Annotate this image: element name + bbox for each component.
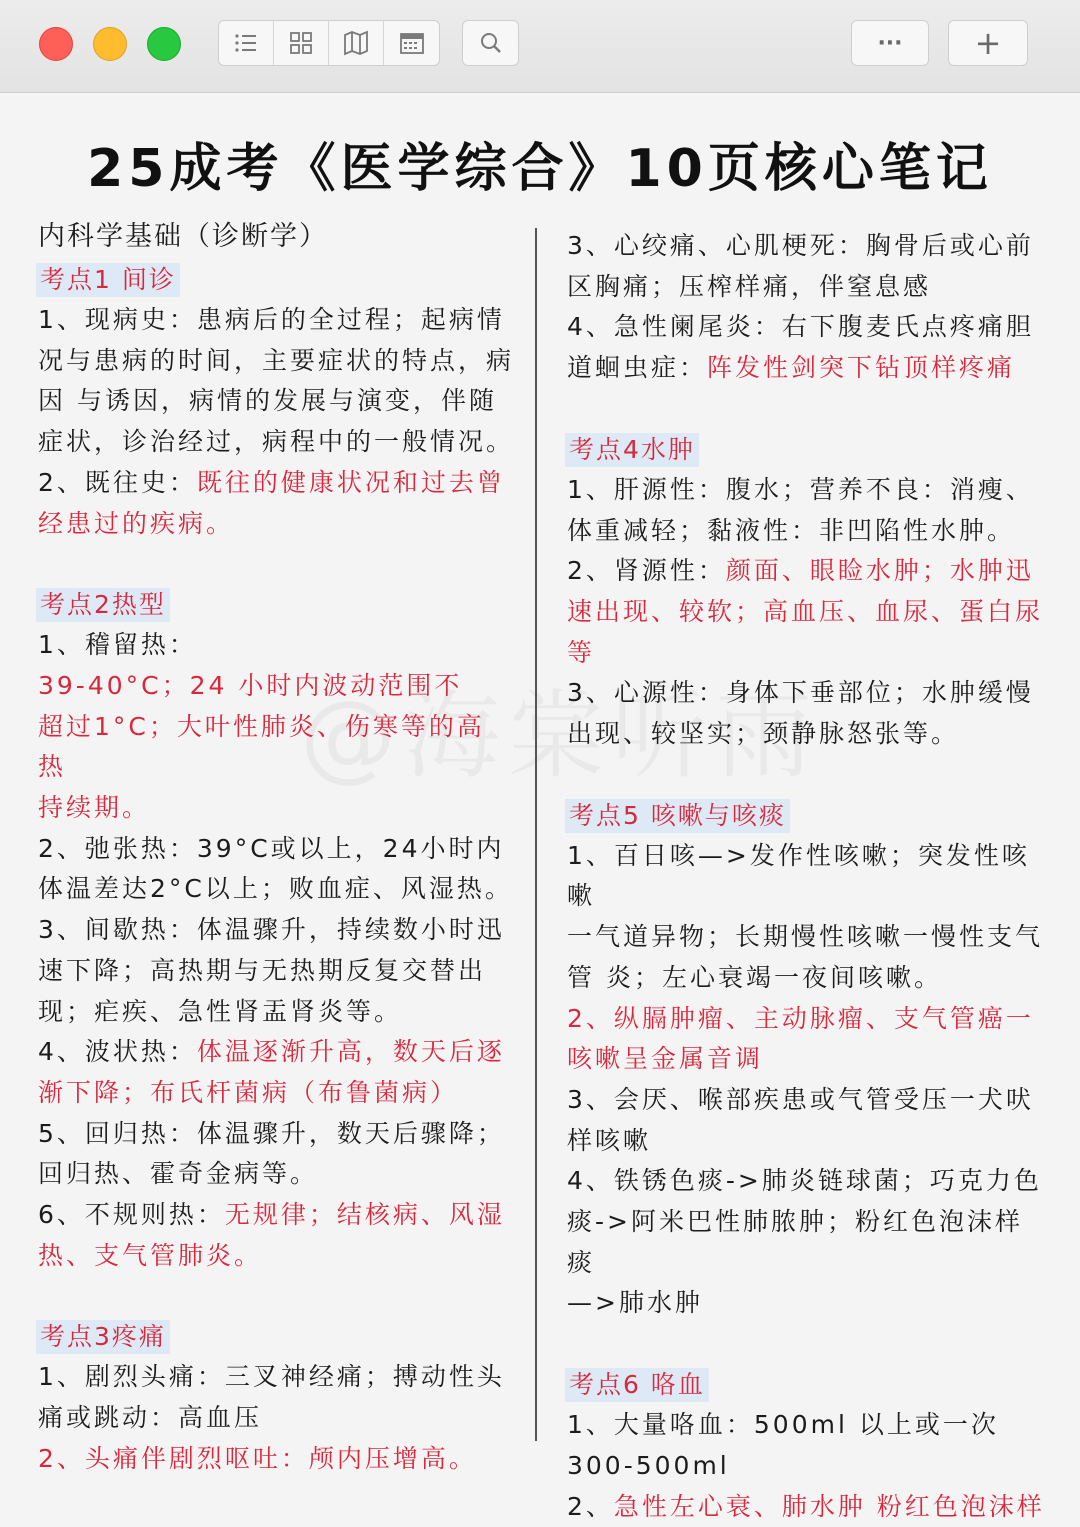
add-group [948, 20, 1028, 66]
highlight-text: 热、支气管肺炎。 [38, 1240, 263, 1270]
note-text: 1、剧烈头痛：三叉神经痛；搏动性头 [38, 1362, 505, 1392]
more-button[interactable]: ··· [877, 30, 903, 56]
note-line [567, 633, 1047, 674]
note-text: 4、波状热： [38, 1037, 197, 1067]
note-line [38, 463, 522, 504]
calendar-view-button[interactable] [384, 21, 439, 65]
note-line [567, 551, 1047, 592]
search-icon [478, 30, 504, 56]
highlight-text: 经患过的疾病。 [38, 508, 235, 538]
note-text: 体重减轻；黏液性：非凹陷性水肿。 [567, 515, 1016, 545]
note-text: 6、不规则热： [38, 1200, 225, 1230]
highlight-text: 咳嗽呈金属音调 [567, 1044, 764, 1074]
list-view-button[interactable] [219, 21, 274, 65]
highlight-text: 体温逐渐升高，数天后逐 [196, 1037, 505, 1067]
note-section [567, 795, 1047, 1324]
highlight-text: 速出现、较软；高血压、血尿、蛋白尿 [567, 596, 1044, 626]
note-line [567, 307, 1047, 348]
note-text: 一气道异物；长期慢性咳嗽一慢性支气 [567, 922, 1044, 952]
note-line [38, 707, 522, 788]
view-switcher [218, 20, 440, 66]
note-text: 现；疟疾、急性肾盂肾炎等。 [38, 996, 403, 1026]
grid-icon [288, 30, 314, 56]
note-line [567, 1446, 1047, 1487]
note-line [38, 869, 522, 910]
note-line [38, 381, 522, 422]
note-line [38, 951, 522, 992]
note-text: 1、现病史：患病后的全过程；起病情 [38, 305, 505, 334]
note-section [38, 584, 522, 1276]
note-line [567, 999, 1047, 1040]
note-text: 1、大量咯血：500ml 以上或一次 [567, 1410, 999, 1440]
note-line [567, 511, 1047, 552]
highlight-text: 颜面、眼睑水肿；水肿迅 [725, 556, 1034, 586]
column-divider [535, 228, 537, 1441]
highlight-text: 超过1°C；大叶性肺炎、伤寒等的高 热 [38, 711, 485, 782]
note-line [38, 341, 522, 382]
note-line [567, 917, 1047, 958]
note-line [38, 1357, 522, 1398]
note-line [38, 1154, 522, 1195]
note-section [567, 226, 1047, 389]
calendar-icon [399, 30, 425, 56]
note-text: 3、心绞痛、心肌梗死：胸骨后或心前 [567, 231, 1034, 260]
note-line [38, 422, 522, 463]
note-text: 300-500ml [567, 1450, 730, 1480]
note-line [38, 504, 522, 545]
note-text: 4、铁锈色痰->肺炎链球菌；巧克力色 [567, 1166, 1042, 1196]
note-line [567, 1080, 1047, 1121]
key-point-tag: 考点4水肿 [565, 433, 699, 467]
note-line [567, 348, 1047, 389]
note-line [567, 592, 1047, 633]
note-line [38, 300, 522, 341]
note-text: 2、弛张热：39°C或以上，24小时内 [38, 833, 505, 863]
note-line [38, 1398, 522, 1439]
close-window-button[interactable] [39, 27, 73, 61]
note-text: 回归热、霍奇金病等。 [38, 1159, 319, 1189]
note-line [38, 1195, 522, 1236]
note-text: 管 炎；左心衰竭一夜间咳嗽。 [567, 962, 942, 992]
note-line [38, 1073, 522, 1114]
grid-view-button[interactable] [274, 21, 329, 65]
map-view-button[interactable] [329, 21, 384, 65]
note-line [38, 625, 522, 666]
section-heading: 内科学基础（诊断学） [38, 221, 328, 252]
highlight-text: 持续期。 [38, 793, 151, 823]
note-text: 2、肾源性： [567, 556, 726, 586]
note-text: 道蛔虫症： [567, 353, 708, 383]
key-point-tag: 考点5 咳嗽与咳痰 [565, 799, 790, 833]
highlight-text: 无规律；结核病、风湿 [224, 1200, 505, 1230]
note-text: 出现、较坚实；颈静脉怒张等。 [567, 719, 960, 749]
highlight-text: 等 [567, 637, 596, 667]
note-line [567, 1039, 1047, 1080]
note-section [38, 1316, 522, 1479]
note-line [567, 1405, 1047, 1446]
note-line [567, 958, 1047, 999]
right-column [567, 226, 1047, 1527]
note-text: 痰->阿米巴性肺脓肿；粉红色泡沫样痰 [567, 1207, 1023, 1277]
note-line [567, 267, 1047, 308]
note-text: 速下降；高热期与无热期反复交替出 [38, 955, 487, 985]
note-section [567, 429, 1047, 755]
note-line [567, 226, 1047, 267]
note-line [567, 1202, 1047, 1283]
note-text: 体温差达2°C以上；败血症、风湿热。 [38, 874, 513, 904]
note-text: 1、肝源性：腹水；营养不良：消瘦、 [567, 474, 1034, 504]
note-line [567, 673, 1047, 714]
note-section [567, 1364, 1047, 1527]
note-text: 5、回归热：体温骤升，数天后骤降； [38, 1118, 505, 1148]
note-line [38, 910, 522, 951]
key-point-tag: 考点1 间诊 [36, 263, 180, 297]
note-line [567, 1283, 1047, 1324]
note-line [38, 1032, 522, 1073]
minimize-window-button[interactable] [93, 27, 127, 61]
note-text: 3、间歇热：体温骤升，持续数小时迅 [38, 915, 505, 945]
note-text: 样咳嗽 [567, 1125, 652, 1155]
note-line [38, 1439, 522, 1480]
add-button[interactable]: + [974, 24, 1002, 62]
window-toolbar [0, 0, 1080, 93]
note-text: 1、稽留热： [38, 630, 197, 660]
note-text: —>肺水肿 [567, 1288, 703, 1318]
note-text: 3、会厌、喉部疾患或气管受压一犬吠 [567, 1084, 1034, 1114]
note-section [38, 259, 522, 544]
note-line [567, 836, 1047, 917]
note-text: 痛或跳动：高血压 [38, 1403, 263, 1433]
note-text: 症状，诊治经过，病程中的一般情况。 [38, 427, 515, 457]
note-line [567, 470, 1047, 511]
key-point-tag: 考点2热型 [36, 588, 170, 622]
note-line [567, 714, 1047, 755]
key-point-tag: 考点3疼痛 [36, 1320, 170, 1354]
note-text: 3、心源性：身体下垂部位；水肿缓慢 [567, 678, 1034, 708]
note-line [567, 1487, 1047, 1527]
note-text: 2、 [567, 1491, 614, 1521]
note-text: 因 与诱因，病情的发展与演变，伴随 [38, 386, 497, 416]
search-button[interactable] [463, 21, 518, 65]
note-line [38, 1114, 522, 1155]
note-line [38, 829, 522, 870]
map-icon [343, 30, 369, 56]
note-text: 2、既往史： [38, 467, 197, 497]
highlight-text: 39-40°C；24 小时内波动范围不 [38, 670, 463, 700]
note-text: 区胸痛；压榨样痛，伴窒息感 [567, 271, 932, 301]
highlight-text: 2、头痛伴剧烈呕吐：颅内压增高。 [38, 1443, 477, 1473]
note-line [38, 666, 522, 707]
note-line [38, 992, 522, 1033]
note-line [38, 1236, 522, 1277]
highlight-text: 既往的健康状况和过去曾 [196, 467, 505, 497]
highlight-text: 阵发性剑突下钻顶样疼痛 [707, 353, 1016, 383]
note-line [38, 788, 522, 829]
highlight-text: 2、纵膈肿瘤、主动脉瘤、支气管癌一 [567, 1003, 1034, 1033]
page-title: 25成考《医学综合》10页核心笔记 [87, 139, 993, 199]
list-icon [233, 30, 259, 56]
note-text: 况与患病的时间，主要症状的特点，病 [38, 345, 515, 375]
note-text: 1、百日咳—>发作性咳嗽；突发性咳嗽 [567, 840, 1030, 911]
left-column [38, 215, 522, 1480]
highlight-text: 急性左心衰、肺水肿 粉红色泡沫样 [613, 1491, 1045, 1521]
note-line [567, 1121, 1047, 1162]
key-point-tag: 考点6 咯血 [565, 1368, 709, 1402]
zoom-window-button[interactable] [147, 27, 181, 61]
note-line [567, 1161, 1047, 1202]
more-group [851, 20, 929, 66]
highlight-text: 渐下降；布氏杆菌病（布鲁菌病） [38, 1077, 459, 1107]
search-group [462, 20, 519, 66]
note-text: 4、急性阑尾炎：右下腹麦氏点疼痛胆 [567, 312, 1034, 342]
